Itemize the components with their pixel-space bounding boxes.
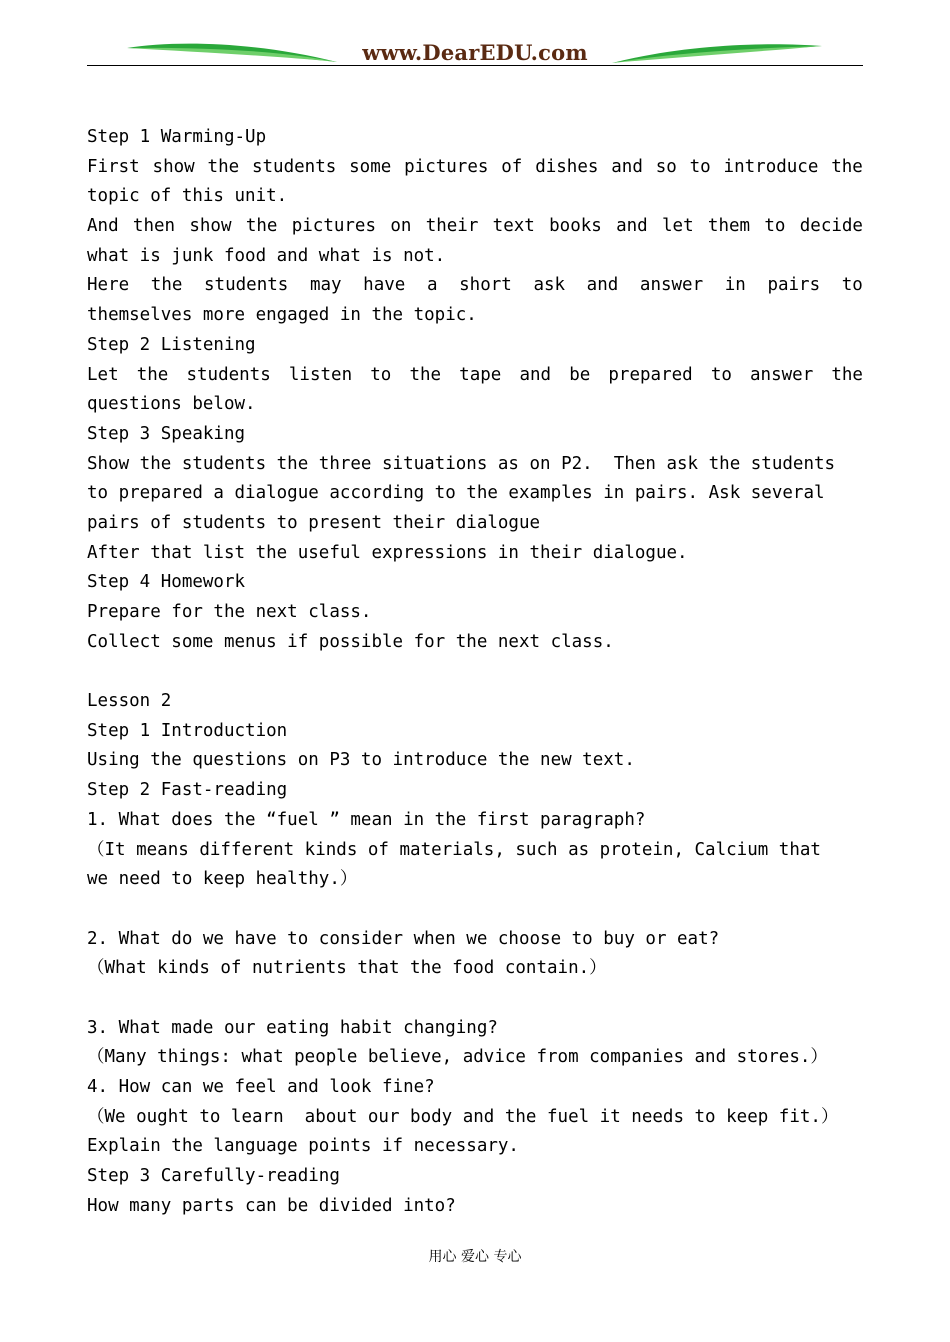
blank-line xyxy=(87,984,863,1014)
word: Here xyxy=(87,275,130,296)
word: to xyxy=(841,275,863,296)
blank-line xyxy=(87,895,863,925)
text-line: 4. How can we feel and look fine? xyxy=(87,1077,435,1097)
text-line: 3. What made our eating habit changing? xyxy=(87,1017,498,1038)
word: students xyxy=(251,156,337,177)
word: them xyxy=(707,216,751,237)
word: to xyxy=(689,156,711,177)
word: may xyxy=(309,275,342,296)
word: some xyxy=(349,156,392,177)
word: then xyxy=(132,216,176,237)
word: the xyxy=(150,275,183,296)
word: dishes xyxy=(535,156,599,177)
text-line xyxy=(87,153,863,183)
text-line: pairs of students to present their dialogue xyxy=(87,512,541,533)
word: the xyxy=(245,216,278,237)
text-line: Using the questions on P3 to introduce the new text. xyxy=(87,750,635,771)
text-line: what is junk food and what is not. xyxy=(87,245,446,266)
text-line: Show the students the three situations as on P2. Then ask the students xyxy=(87,453,836,474)
header-rule xyxy=(87,65,863,66)
word: Let xyxy=(87,364,119,385)
word: show xyxy=(152,156,195,177)
text-line: How many parts can be divided into? xyxy=(87,1195,456,1216)
document-body xyxy=(87,123,863,1221)
text-line: Step 1 Introduction xyxy=(87,720,288,741)
word: show xyxy=(189,216,232,237)
word: And xyxy=(87,216,119,237)
text-line: to prepared a dialogue according to the examples in pairs. Ask several xyxy=(87,483,825,504)
word: to xyxy=(370,364,392,385)
text-line: Explain the language points if necessary. xyxy=(87,1136,519,1157)
word: be xyxy=(569,364,591,385)
word: the xyxy=(136,364,169,385)
word: a xyxy=(426,275,438,296)
word: of xyxy=(501,156,523,177)
word: students xyxy=(204,275,289,296)
word: the xyxy=(409,364,442,385)
text-line: themselves more engaged in the topic. xyxy=(87,305,477,326)
word: answer xyxy=(639,275,704,296)
text-line xyxy=(87,212,863,242)
word: pictures xyxy=(291,216,377,237)
word: books xyxy=(549,216,602,237)
text-line: After that list the useful expressions in their dialogue. xyxy=(87,542,688,563)
word: and xyxy=(586,275,619,296)
word: on xyxy=(390,216,412,237)
text-line: questions below. xyxy=(87,394,256,415)
text-line: Step 1 Warming-Up xyxy=(87,127,267,147)
word: in xyxy=(724,275,746,296)
word: to xyxy=(710,364,732,385)
word: pairs xyxy=(767,275,821,296)
text-line: （Many things: what people believe, advice from companies and stores.） xyxy=(87,1047,828,1068)
text-line: Step 3 Speaking xyxy=(87,423,246,444)
word: and xyxy=(519,364,552,385)
text-line: Step 3 Carefully-reading xyxy=(87,1166,340,1187)
word: the xyxy=(207,156,240,177)
text-line: Prepare for the next class. xyxy=(87,602,372,622)
word: and xyxy=(611,156,643,177)
word: tape xyxy=(459,364,502,385)
word: introduce xyxy=(723,156,819,177)
text-line: （What kinds of nutrients that the food contain.） xyxy=(87,958,607,979)
word: text xyxy=(492,216,535,237)
page-footer: 用心 爱心 专心 xyxy=(428,1249,522,1265)
text-line: 2. What do we have to consider when we choose to buy or eat? xyxy=(87,928,720,949)
word: answer xyxy=(750,364,814,385)
text-line xyxy=(87,361,863,391)
word: the xyxy=(831,156,863,177)
word: ask xyxy=(533,275,566,296)
text-line: Step 2 Listening xyxy=(87,334,256,355)
text-line xyxy=(87,271,863,301)
word: to xyxy=(764,216,786,237)
text-line: Step 4 Homework xyxy=(87,572,246,593)
word: listen xyxy=(288,364,353,385)
word: students xyxy=(186,364,271,385)
word: prepared xyxy=(608,364,693,385)
word: First xyxy=(87,156,140,177)
text-line: Collect some menus if possible for the next class. xyxy=(87,631,614,652)
blank-line xyxy=(87,657,863,687)
site-name-logo[interactable]: www.DearEDU.com xyxy=(362,40,588,65)
word: so xyxy=(655,156,677,177)
word: let xyxy=(662,216,694,237)
word: pictures xyxy=(404,156,489,177)
text-line: Step 2 Fast-reading xyxy=(87,780,288,801)
word: decide xyxy=(799,216,863,237)
word: the xyxy=(831,364,863,385)
word: and xyxy=(616,216,648,237)
text-line: Lesson 2 xyxy=(87,691,172,712)
text-line: 1. What does the “fuel ” mean in the first paragraph? xyxy=(87,809,646,830)
word: have xyxy=(363,275,406,296)
text-line: （It means different kinds of materials, such as protein, Calcium that xyxy=(87,839,821,860)
text-line: we need to keep healthy.） xyxy=(87,869,358,890)
word: their xyxy=(425,216,479,237)
word: short xyxy=(459,275,512,296)
text-line: topic of this unit. xyxy=(87,186,288,207)
text-line: （We ought to learn about our body and the fuel it needs to keep fit.） xyxy=(87,1106,839,1127)
